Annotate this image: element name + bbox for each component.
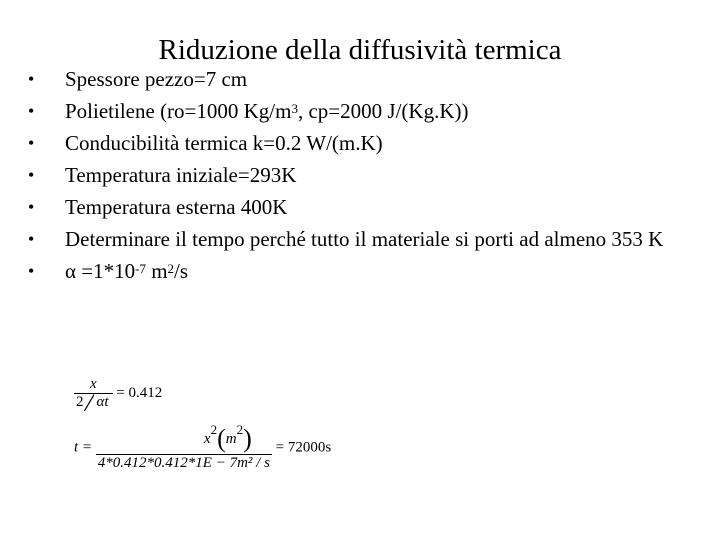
formula1-numerator: x (89, 376, 97, 392)
list-item (28, 258, 688, 284)
bullet-icon: • (28, 197, 35, 217)
bullet-superscript: 3 (291, 101, 298, 116)
formula2-num-m-exp: 2 (236, 422, 244, 437)
formula-similarity-variable (74, 376, 162, 411)
list-item (28, 194, 688, 220)
bullet-icon: • (28, 165, 35, 185)
bullet-text: Spessore pezzo=7 cm (65, 67, 248, 91)
bullet-list (28, 66, 688, 290)
bullet-superscript-2: 2 (167, 261, 175, 276)
formula1-denominator (74, 393, 113, 411)
paren-open-icon: ( (217, 424, 226, 453)
formula2-fraction (96, 424, 272, 472)
list-item (28, 98, 688, 124)
bullet-text-end: /s (174, 259, 189, 283)
formula2-lhs: t = (74, 439, 93, 456)
bullet-text-mid: m (145, 259, 168, 283)
list-item (28, 226, 688, 252)
paren-close-icon: ) (243, 424, 252, 453)
formula1-radicand: αt (96, 394, 109, 410)
list-item (28, 130, 688, 156)
formula2-num-m: m (225, 431, 237, 447)
formula1-rhs: = 0.412 (116, 384, 163, 401)
bullet-text: Polietilene (ro=1000 Kg/m (65, 99, 292, 123)
slide-title: Riduzione della diffusività termica (158, 34, 562, 66)
formula2-denominator: 4*0.412*0.412*1E − 7m² / s (97, 455, 270, 471)
formula2-num-x: x (203, 431, 211, 447)
bullet-text-end: , cp=2000 J/(Kg.K)) (297, 99, 469, 123)
bullet-icon: • (28, 101, 35, 121)
formula1-fraction (74, 376, 113, 411)
bullet-icon: • (28, 229, 35, 249)
formula2-numerator (96, 424, 272, 454)
bullet-text: Determinare il tempo perché tutto il materiale si porti ad almeno 353 K (65, 227, 664, 251)
formula1-den-prefix: 2 (76, 394, 84, 410)
bullet-text: Temperatura esterna 400K (65, 195, 288, 219)
bullet-text: Temperatura iniziale=293K (65, 163, 297, 187)
formula2-rhs: = 72000s (275, 439, 332, 456)
sqrt-icon (84, 394, 111, 411)
bullet-text: α =1*10 (65, 259, 136, 283)
formula-time (74, 424, 331, 472)
bullet-icon: • (28, 133, 35, 153)
list-item (28, 162, 688, 188)
bullet-text: Conducibilità termica k=0.2 W/(m.K) (65, 131, 383, 155)
bullet-icon: • (28, 69, 35, 89)
bullet-icon: • (28, 261, 35, 281)
bullet-superscript: -7 (135, 261, 146, 276)
formula2-num-x-exp: 2 (210, 422, 218, 437)
list-item (28, 66, 688, 92)
